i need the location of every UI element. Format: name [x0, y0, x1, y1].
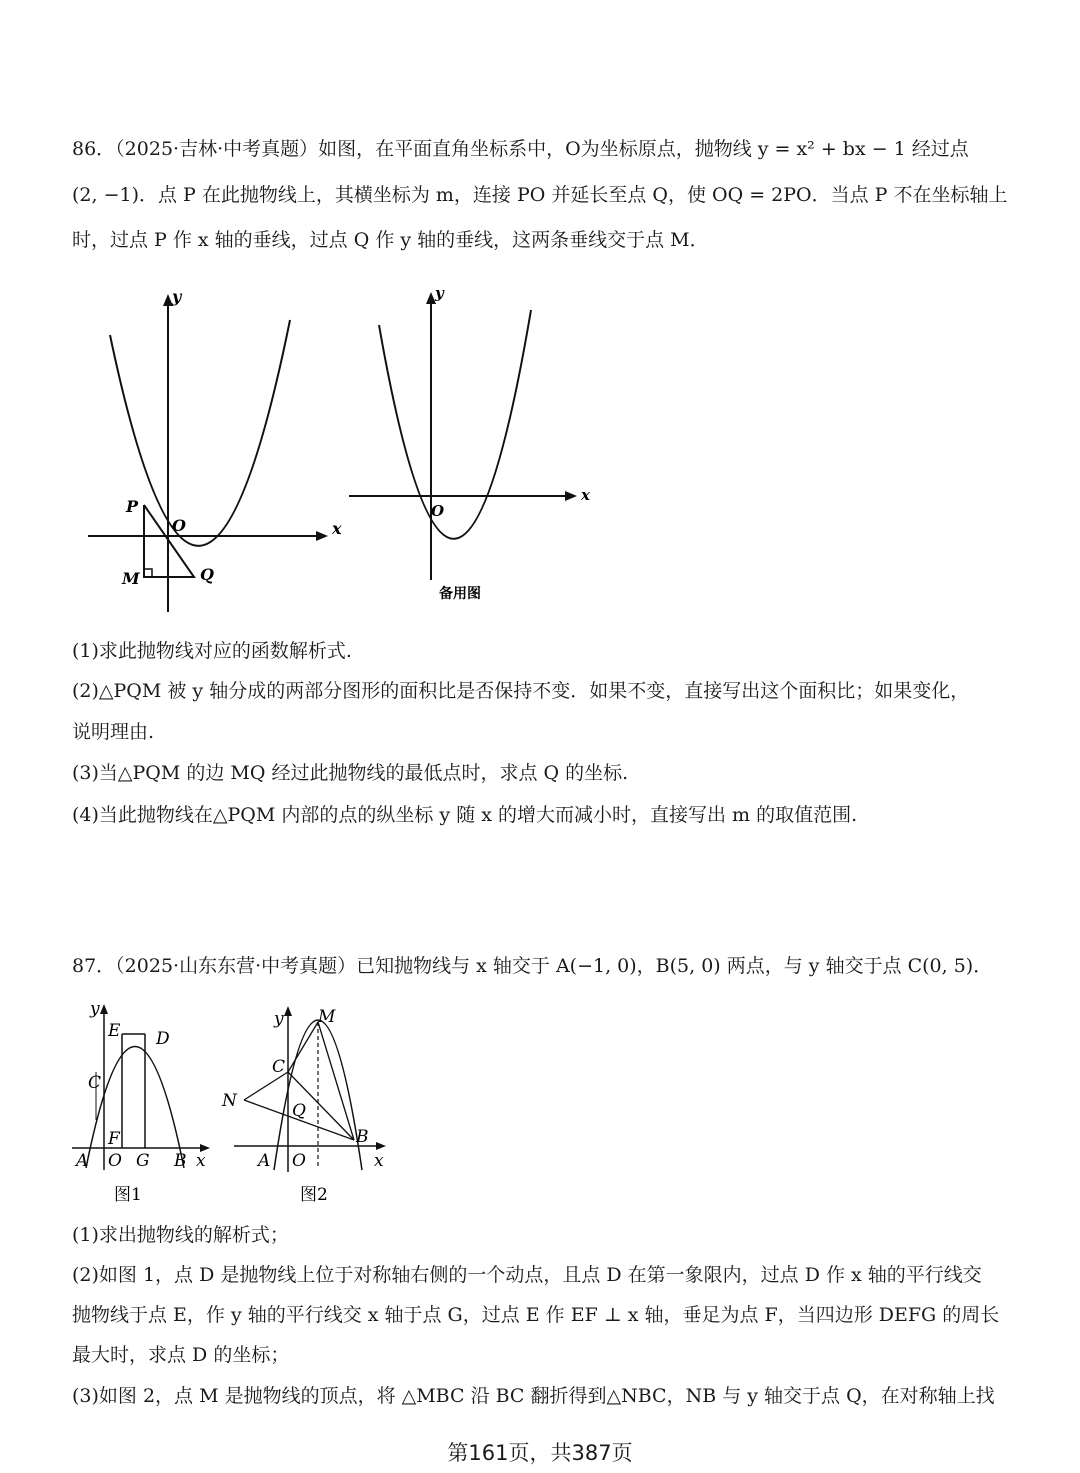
fig87-1-y: y: [90, 1000, 100, 1019]
p87-line1: 87．（2025·山东东营·中考真题）已知抛物线与 x 轴交于 A(−1, 0)，B(5, 0) 两点，与 y 轴交于点 C(0, 5)．: [72, 955, 993, 977]
p86-q2b: 说明理由.: [72, 721, 155, 743]
fig86b-caption: 备用图: [439, 586, 481, 602]
fig86b-label-y: y: [435, 284, 444, 302]
p86-q3: (3)当△PQM 的边 MQ 经过此抛物线的最低点时，求点 Q 的坐标.: [72, 762, 629, 784]
p86-line1: 86．（2025·吉林·中考真题）如图，在平面直角坐标系中，O为坐标原点，抛物线 y = x² + bx − 1 经过点: [72, 138, 969, 160]
fig87-2-B: B: [356, 1127, 369, 1147]
fig87-2-A: A: [258, 1151, 271, 1171]
page-footer: 第161页，共387页: [447, 1441, 633, 1465]
fig86-label-M: M: [122, 569, 140, 588]
fig87-2-M: M: [318, 1007, 336, 1027]
fig86-label-x: x: [332, 519, 342, 538]
fig87-1-O: O: [108, 1151, 122, 1171]
fig87-2-O: O: [292, 1151, 306, 1171]
p87-q2c: 最大时，求点 D 的坐标；: [72, 1344, 290, 1366]
fig86b-label-O: O: [431, 502, 445, 520]
fig86-label-Q: Q: [200, 565, 214, 584]
p87-q1: (1)求出抛物线的解析式；: [72, 1224, 289, 1246]
fig87-1-F: F: [108, 1129, 120, 1149]
p87-q2a: (2)如图 1，点 D 是抛物线上位于对称轴右侧的一个动点，且点 D 在第一象限内，过点 D 作 x 轴的平行线交: [72, 1264, 982, 1286]
fig87-2-C: C: [272, 1057, 286, 1077]
p86-figure-main: [80, 280, 350, 620]
p86-q1: (1)求此抛物线对应的函数解析式.: [72, 640, 352, 662]
fig87-2-x: x: [374, 1151, 384, 1171]
fig87-1-caption: 图1: [114, 1185, 142, 1205]
fig87-2-N: N: [222, 1091, 237, 1111]
p87-q3: (3)如图 2，点 M 是抛物线的顶点，将 △MBC 沿 BC 翻折得到△NBC，NB 与 y 轴交于点 Q，在对称轴上找: [72, 1385, 995, 1407]
fig86-label-y: y: [172, 287, 182, 306]
fig86-label-P: P: [126, 497, 139, 516]
fig87-2-Q: Q: [292, 1101, 306, 1121]
fig87-2-caption: 图2: [300, 1185, 328, 1205]
p86-line2: (2, −1)．点 P 在此抛物线上，其横坐标为 m，连接 PO 并延长至点 Q，使 OQ = 2PO．当点 P 不在坐标轴上: [72, 184, 1008, 206]
p86-figure-backup: [345, 280, 595, 610]
p87-figure-1: [70, 1000, 220, 1210]
fig86-label-O: O: [172, 516, 186, 535]
fig87-1-B: B: [174, 1151, 187, 1171]
p87-q2b: 抛物线于点 E，作 y 轴的平行线交 x 轴于点 G，过点 E 作 EF ⊥ x 轴，垂足为点 F，当四边形 DEFG 的周长: [72, 1304, 1000, 1326]
p86-line3: 时，过点 P 作 x 轴的垂线，过点 Q 作 y 轴的垂线，这两条垂线交于点 M．: [72, 229, 709, 251]
fig87-1-A: A: [76, 1151, 89, 1171]
fig87-1-D: D: [156, 1029, 170, 1049]
p86-q4: (4)当此抛物线在△PQM 内部的点的纵坐标 y 随 x 的增大而减小时，直接写出 m 的取值范围.: [72, 804, 858, 826]
p86-q2a: (2)△PQM 被 y 轴分成的两部分图形的面积比是否保持不变．如果不变，直接写出这个面积比；如果变化，: [72, 680, 970, 702]
fig87-1-C: C: [88, 1073, 102, 1093]
fig87-1-E: E: [108, 1021, 121, 1041]
fig86b-label-x: x: [581, 486, 590, 504]
fig87-1-x: x: [196, 1151, 206, 1171]
fig87-2-y: y: [274, 1009, 284, 1029]
fig87-1-G: G: [136, 1151, 150, 1171]
p87-figure-2: [218, 1000, 398, 1210]
